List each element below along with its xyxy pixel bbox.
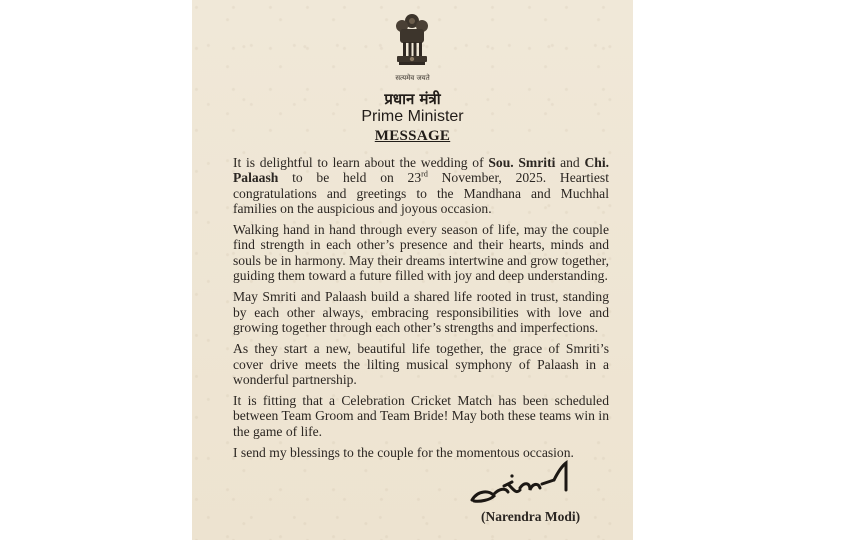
groom-name: Chi. Palaash <box>233 155 609 186</box>
paragraph-1: It is delightful to learn about the wedding of Sou. Smriti and Chi. Palaash to be held on 23rd November, 2025. Heartiest congratulations and greetings to the Mandhana and Muchhal families on the auspicious and joyous occasion. <box>233 155 609 216</box>
message-body <box>233 155 609 466</box>
paragraph-5: It is fitting that a Celebration Cricket Match has been scheduled between Team Groom and Team Bride! May both these teams win in the game of life. <box>233 393 609 439</box>
paragraph-6: I send my blessings to the couple for the momentous occasion. <box>233 445 574 461</box>
paragraph-2: Walking hand in hand through every season of life, may the couple find strength in each other’s presence and their hearts, minds and souls be in harmony. May their dreams intertwine and grow together, guiding them toward a future filled with joy and deep understanding. <box>233 222 609 284</box>
date-suffix: rd <box>421 169 428 179</box>
signatory-name: (Narendra Modi) <box>481 509 581 524</box>
office-title-english: Prime Minister <box>361 108 464 125</box>
emblem-motto: सत्यमेव जयते <box>395 74 430 82</box>
message-heading: MESSAGE <box>374 128 451 144</box>
office-title-hindi: प्रधान मंत्री <box>384 90 441 108</box>
paragraph-4: As they start a new, beautiful life together, the grace of Smriti’s cover drive meets the lilting musical symphony of Palaash in a wonderful partnership. <box>233 341 609 387</box>
signature-icon <box>468 460 583 508</box>
bride-name: Sou. Smriti <box>488 155 556 170</box>
state-emblem-icon <box>392 12 432 76</box>
letter-page <box>192 0 633 540</box>
paragraph-3: May Smriti and Palaash build a shared life rooted in trust, standing by each other always, embracing responsibilities with love and growing together through each other’s strengths and imperfections. <box>233 289 609 335</box>
